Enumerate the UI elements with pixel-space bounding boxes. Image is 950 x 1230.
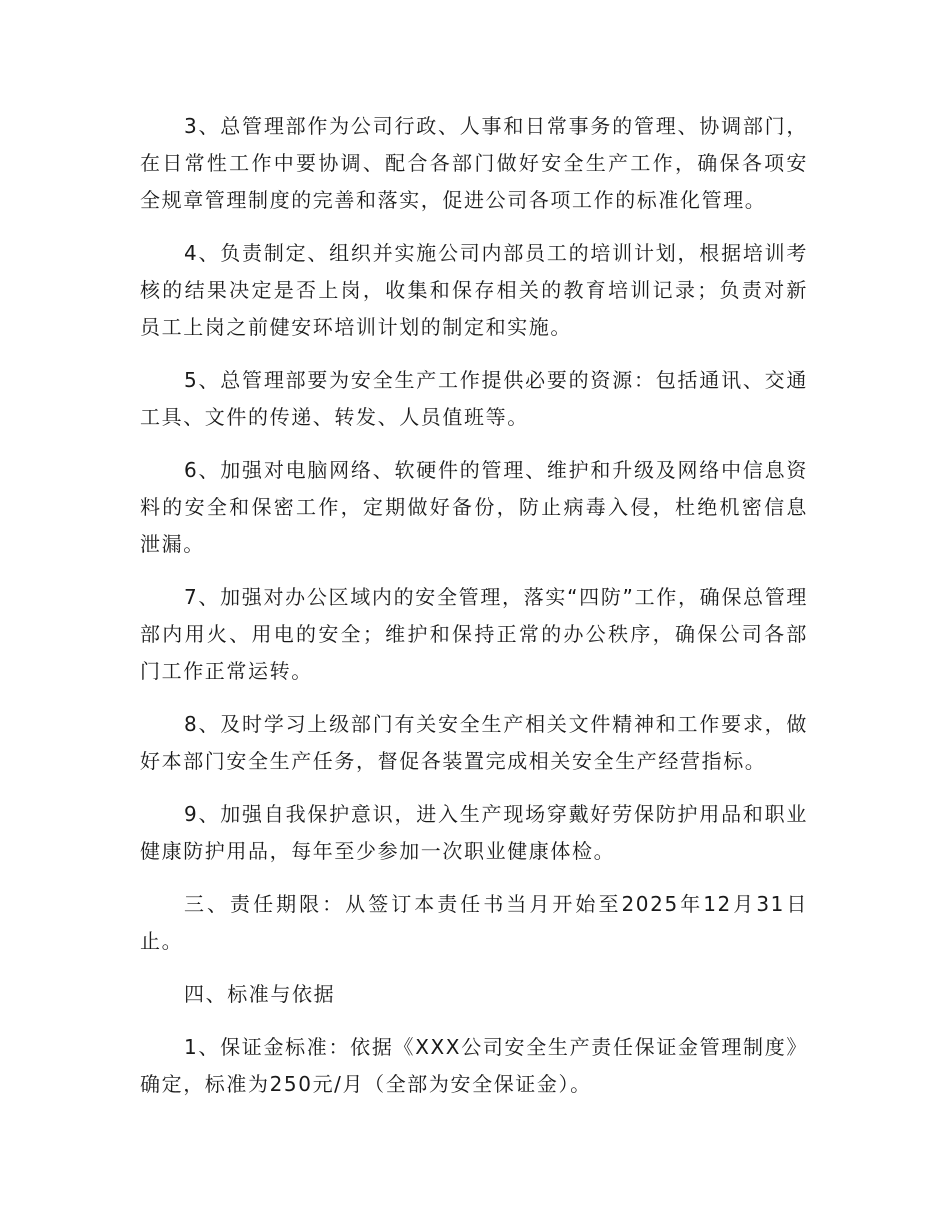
paragraph-item-6: 6、加强对电脑网络、软硬件的管理、维护和升级及网络中信息资料的安全和保密工作，定期做好备份，防止病毒入侵，杜绝机密信息泄漏。 xyxy=(140,458,808,556)
paragraph-item-3: 3、总管理部作为公司行政、人事和日常事务的管理、协调部门，在日常性工作中要协调、配合各部门做好安全生产工作，确保各项安全规章管理制度的完善和落实，促进公司各项工作的标准化管理。 xyxy=(140,114,808,212)
paragraph-deposit-standard: 1、保证金标准：依据《XXX公司安全生产责任保证金管理制度》确定，标准为250元/月（全部为安全保证金）。 xyxy=(140,1035,808,1096)
section-heading-standards: 四、标准与依据 xyxy=(184,982,336,1006)
document-body xyxy=(140,108,808,1119)
section-responsibility-period: 三、责任期限：从签订本责任书当月开始至2025年12月31日止。 xyxy=(140,892,808,953)
paragraph-item-7: 7、加强对办公区域内的安全管理，落实“四防”工作，确保总管理部内用火、用电的安全；维护和保持正常的办公秩序，确保公司各部门工作正常运转。 xyxy=(140,585,808,683)
paragraph-item-8: 8、及时学习上级部门有关安全生产相关文件精神和工作要求，做好本部门安全生产任务，督促各装置完成相关安全生产经营指标。 xyxy=(140,712,808,773)
paragraph-item-4: 4、负责制定、组织并实施公司内部员工的培训计划，根据培训考核的结果决定是否上岗，收集和保存相关的教育培训记录；负责对新员工上岗之前健安环培训计划的制定和实施。 xyxy=(140,241,808,339)
paragraph-item-5: 5、总管理部要为安全生产工作提供必要的资源：包括通讯、交通工具、文件的传递、转发、人员值班等。 xyxy=(140,368,808,429)
paragraph-item-9: 9、加强自我保护意识，进入生产现场穿戴好劳保防护用品和职业健康防护用品，每年至少参加一次职业健康体检。 xyxy=(140,802,808,863)
